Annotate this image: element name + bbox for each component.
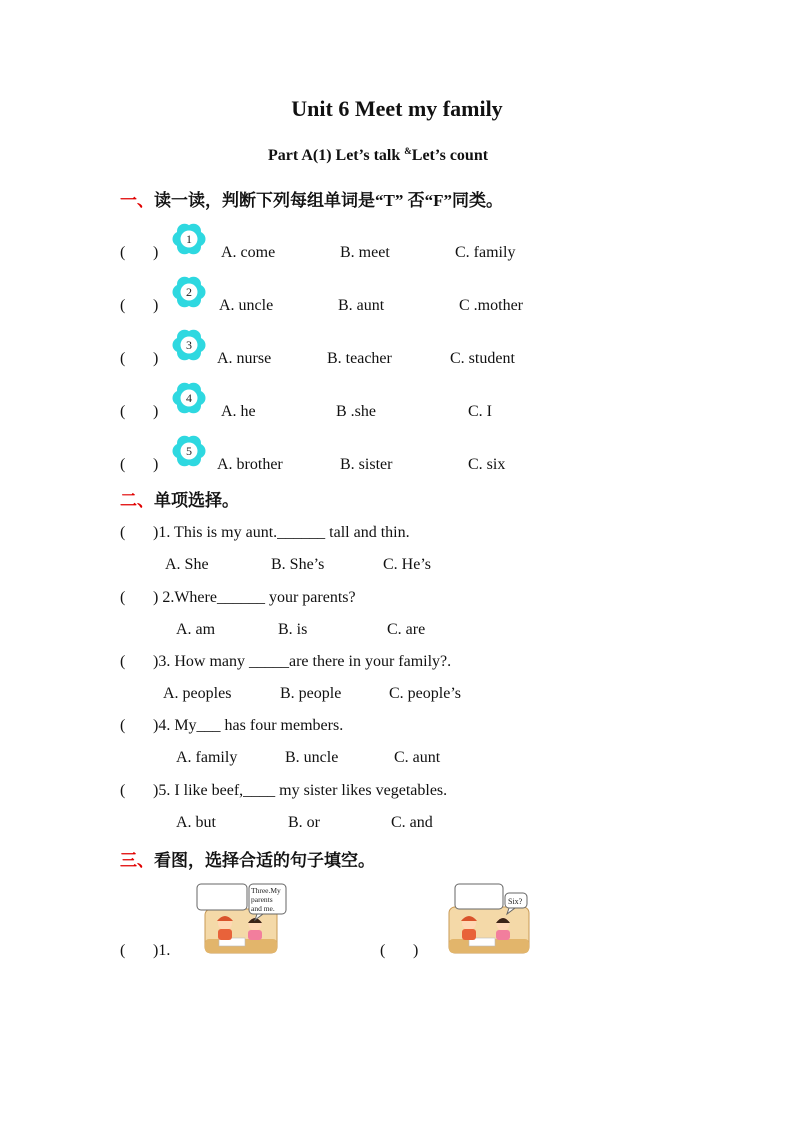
subtitle-rest: Let’s count xyxy=(411,147,489,164)
s1-row-open-paren: ( xyxy=(120,244,126,261)
flower-number: 4 xyxy=(186,391,192,405)
s1-row-option-b: B. sister xyxy=(340,456,393,473)
s2-question-text: ) 2.Where______ your parents? xyxy=(153,589,356,606)
flower-number-badge-icon xyxy=(172,381,206,415)
s2-option-a: A. but xyxy=(176,814,216,831)
s2-option-b: B. people xyxy=(280,685,342,702)
s2-option-c: C. and xyxy=(391,814,433,831)
s1-row-option-a: A. he xyxy=(221,403,256,420)
page-title: Unit 6 Meet my family xyxy=(291,96,503,121)
subtitle-main: Part A(1) Let’s talk xyxy=(268,147,405,164)
s2-question-text: )5. I like beef,____ my sister likes vegetables. xyxy=(153,782,448,799)
picture-family-scene-2 xyxy=(445,883,537,955)
section-2-text: 单项选择。 xyxy=(154,491,239,510)
s1-row-option-a: A. come xyxy=(221,244,276,261)
s1-row-close-paren: ) xyxy=(153,456,159,473)
s1-row-option-c: C. six xyxy=(468,456,506,473)
flower-number-badge-icon xyxy=(172,328,206,362)
s1-row-option-c: C. family xyxy=(455,244,516,261)
s2-question-open-paren: ( xyxy=(120,589,126,606)
s3-item-1-label: )1. xyxy=(153,942,171,959)
s1-row-option-a: A. uncle xyxy=(219,297,274,314)
s2-option-c: C. He’s xyxy=(383,556,431,573)
page-subtitle xyxy=(268,146,488,165)
s1-row-open-paren: ( xyxy=(120,456,126,473)
section-3-text: 看图，选择合适的句子填空。 xyxy=(154,851,375,870)
s1-row-option-c: C. I xyxy=(468,403,492,420)
s1-row-open-paren: ( xyxy=(120,297,126,314)
s1-row-option-c: C .mother xyxy=(459,297,523,314)
s1-row-close-paren: ) xyxy=(153,297,159,314)
flower-number: 3 xyxy=(186,338,192,352)
flower-number-badge-icon xyxy=(172,434,206,468)
s1-row-open-paren: ( xyxy=(120,350,126,367)
subtitle-amp: & xyxy=(404,146,412,156)
s1-row-option-b: B .she xyxy=(336,403,376,420)
s1-row-option-b: B. aunt xyxy=(338,297,385,314)
s3-item-1-bubble-line-2: parents xyxy=(251,895,273,904)
section-1-number: 一、 xyxy=(120,191,154,210)
s3-item-2-paren: ( xyxy=(380,942,386,959)
s3-item-1-bubble-line-1: Three.My xyxy=(251,886,281,895)
s2-option-b: B. uncle xyxy=(285,749,339,766)
s1-row-open-paren: ( xyxy=(120,403,126,420)
s1-row-close-paren: ) xyxy=(153,350,159,367)
flower-number-badge-icon xyxy=(172,222,206,256)
s2-question-open-paren: ( xyxy=(120,524,126,541)
section-1-heading xyxy=(120,186,503,211)
s1-row-close-paren: ) xyxy=(153,403,159,420)
s2-option-b: B. is xyxy=(278,621,308,638)
s2-option-b: B. or xyxy=(288,814,320,831)
s2-option-c: C. aunt xyxy=(394,749,441,766)
s2-option-b: B. She’s xyxy=(271,556,325,573)
s2-option-a: A. am xyxy=(176,621,216,638)
s3-item-2-label: ) xyxy=(413,942,419,959)
section-2-number: 二、 xyxy=(120,491,154,510)
s2-question-text: )1. This is my aunt.______ tall and thin. xyxy=(153,524,410,541)
s2-option-a: A. She xyxy=(165,556,209,573)
s3-item-1-bubble-line-3: and me. xyxy=(251,904,275,913)
s1-row-option-c: C. student xyxy=(450,350,515,367)
s2-question-open-paren: ( xyxy=(120,653,126,670)
s1-row-close-paren: ) xyxy=(153,244,159,261)
s2-question-open-paren: ( xyxy=(120,782,126,799)
s2-option-a: A. family xyxy=(176,749,238,766)
flower-number-badge-icon xyxy=(172,275,206,309)
section-3-heading xyxy=(120,846,375,871)
s1-row-option-a: A. brother xyxy=(217,456,283,473)
picture-family-scene-1 xyxy=(195,883,287,955)
s1-row-option-a: A. nurse xyxy=(217,350,272,367)
s3-item-1-paren: ( xyxy=(120,942,126,959)
s1-row-option-b: B. teacher xyxy=(327,350,392,367)
s2-option-c: C. are xyxy=(387,621,426,638)
section-1-text: 读一读，判断下列每组单词是“T” 否“F”同类。 xyxy=(154,191,503,210)
s1-row-option-b: B. meet xyxy=(340,244,390,261)
s2-option-a: A. peoples xyxy=(163,685,232,702)
s2-option-c: C. people’s xyxy=(389,685,461,702)
s3-item-2-bubble-line-1: Six? xyxy=(508,897,523,906)
flower-number: 2 xyxy=(186,285,192,299)
section-3-number: 三、 xyxy=(120,851,154,870)
s2-question-text: )4. My___ has four members. xyxy=(153,717,344,734)
s2-question-text: )3. How many _____are there in your family?. xyxy=(153,653,452,670)
flower-number: 5 xyxy=(186,444,192,458)
flower-number: 1 xyxy=(186,232,192,246)
section-2-heading xyxy=(120,486,239,511)
s2-question-open-paren: ( xyxy=(120,717,126,734)
